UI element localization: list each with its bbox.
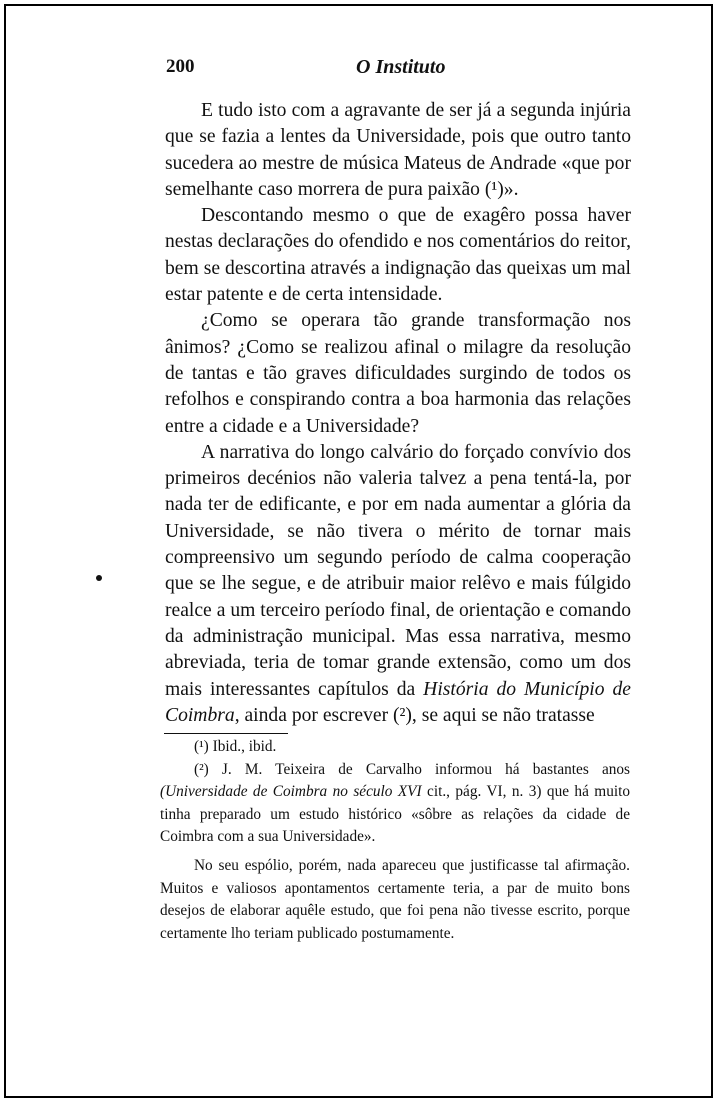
paragraph-2: Descontando mesmo o que de exagêro possa haver nestas declarações do ofendido e nos comentários do reitor, bem se descortina através a indignação das queixas um mal estar patente e de certa intensidade. — [165, 205, 631, 306]
main-text — [165, 98, 631, 729]
page-number: 200 — [166, 56, 195, 77]
paragraph-4 — [165, 440, 631, 729]
paragraph-4-text-a: A narrativa do longo calvário do forçado convívio dos primeiros decénios não valeria talvez a pena tentá-la, por nada ter de edificante, e por em nada aumentar a glória da Universidade, se não tivera o mérito de tornar mais compreensivo um segundo período de calma cooperação que se lhe segue, e de atribuir maior relêvo e mais fúlgido realce a um terceiro período final, de orientação e comando da administração municipal. Mas essa narrativa, mesmo abreviada, teria de tomar grande extensão, como um dos mais interessantes capítulos da — [165, 441, 631, 700]
footnote-2 — [160, 759, 630, 849]
footnote-2-continuation: No seu espólio, porém, nada apareceu que justificasse tal afirmação. Muitos e valiosos apontamentos certamente teria, a par de muito bons desejos de elaborar aquêle estudo, que foi pena não tivesse escrito, porque certamente lho teriam publicado postumamente. — [160, 856, 630, 942]
footnote-rule — [164, 733, 288, 734]
paragraph-3: ¿Como se operara tão grande transformação nos ânimos? ¿Como se realizou afinal o milagre da resolução de tantas e tão graves dificuldades surgindo de todos os refolhos e conspirando contra a boa harmonia das relações entre a cidade e a Universidade? — [165, 310, 631, 437]
running-title: O Instituto — [356, 56, 446, 78]
footnote-2-text-b: cit., pág. VI, n. 3) que há muito tinha preparado um estudo histórico «sôbre as relações da cidade de Coimbra com a sua Universidade». — [160, 783, 630, 846]
footnote-2-text-a: (²) J. M. Teixeira de Carvalho informou há bastantes anos — [194, 760, 630, 778]
footnotes — [160, 736, 630, 945]
margin-dot — [96, 575, 102, 581]
paragraph-4-text-b: , ainda por escrever (²), se aqui se não tratasse — [234, 704, 595, 726]
footnote-2-citation: (Universidade de Coimbra no século XVI — [160, 783, 422, 801]
footnote-1: (¹) Ibid., ibid. — [194, 738, 277, 755]
paragraph-1: E tudo isto com a agravante de ser já a segunda injúria que se fazia a lentes da Universidade, pois que outro tanto sucedera ao mestre de música Mateus de Andrade «que por semelhante caso morrera de pura paixão (¹)». — [165, 100, 631, 200]
book-title: História do Município de Coimbra — [165, 678, 631, 726]
